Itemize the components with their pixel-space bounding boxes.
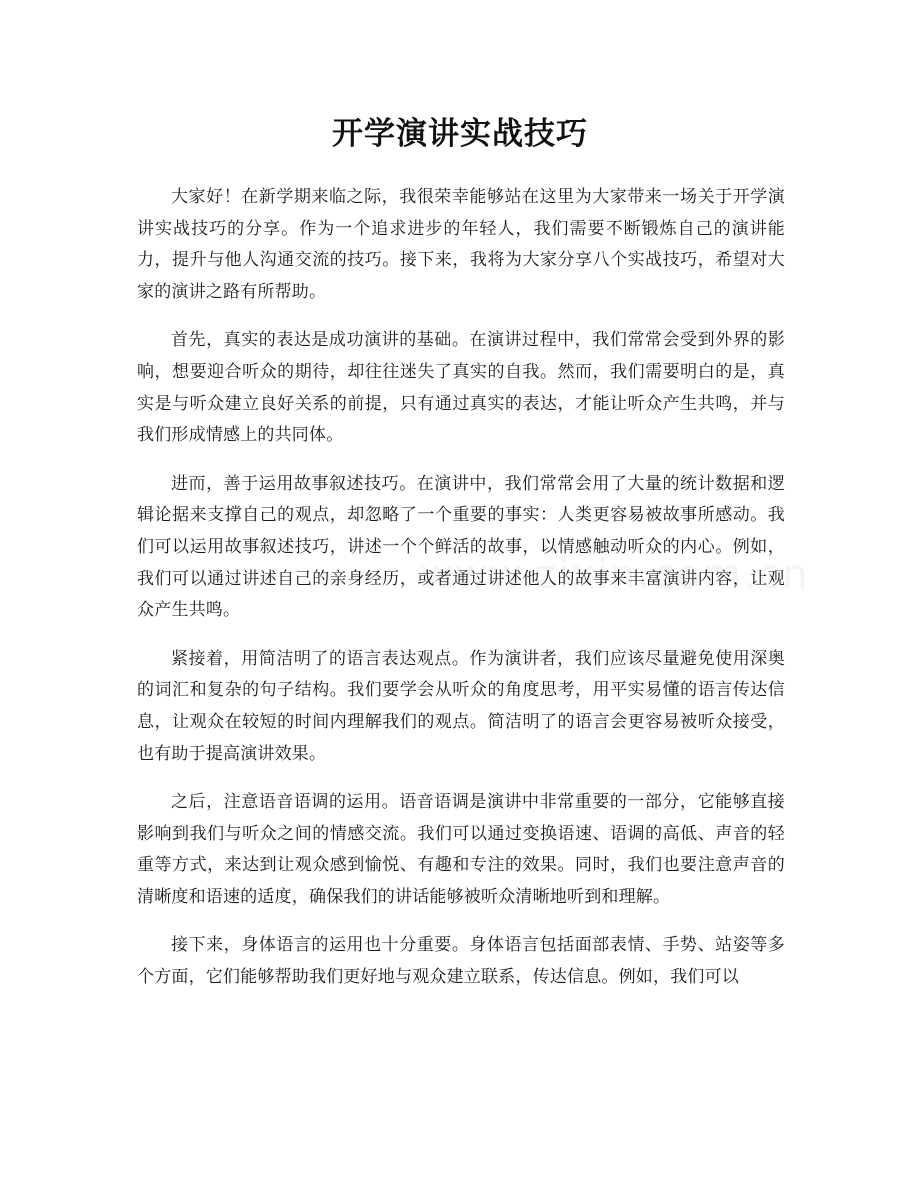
paragraph: 进而，善于运用故事叙述技巧。在演讲中，我们常常会用了大量的统计数据和逻辑论据来支撑自己的观点，却忽略了一个重要的事实：人类更容易被故事所感动。我们可以运用故事叙述技巧，讲述一个个鲜活的故事，以情感触动听众的内心。例如，我们可以通过讲述自己的亲身经历，或者通过讲述他人的故事来丰富演讲内容，让观众产生共鸣。	[137, 473, 785, 621]
paragraph: 之后，注意语音语调的运用。语音语调是演讲中非常重要的一部分，它能够直接影响到我们与听众之间的情感交流。我们可以通过变换语速、语调的高低、声音的轻重等方式，来达到让观众感到愉悦、有趣和专注的效果。同时，我们也要注意声音的清晰度和语速的适度，确保我们的讲话能够被听众清晰地听到和理解。	[137, 792, 785, 907]
paragraph: 首先，真实的表达是成功演讲的基础。在演讲过程中，我们常常会受到外界的影响，想要迎合听众的期待，却往往迷失了真实的自我。然而，我们需要明白的是，真实是与听众建立良好关系的前提，只有通过真实的表达，才能让听众产生共鸣，并与我们形成情感上的共同体。	[137, 330, 785, 446]
paragraph: 紧接着，用简洁明了的语言表达观点。作为演讲者，我们应该尽量避免使用深奥的词汇和复杂的句子结构。我们要学会从听众的角度思考，用平实易懂的语言传达信息，让观众在较短的时间内理解我们的观点。简洁明了的语言会更容易被听众接受，也有助于提高演讲效果。	[137, 648, 785, 764]
document-title: 开学演讲实战技巧	[332, 116, 588, 152]
paragraph: 接下来，身体语言的运用也十分重要。身体语言包括面部表情、手势、站姿等多个方面，它们能够帮助我们更好地与观众建立联系，传达信息。例如，我们可以	[137, 935, 785, 988]
document-body	[137, 182, 785, 1011]
paragraph: 大家好！在新学期来临之际，我很荣幸能够站在这里为大家带来一场关于开学演讲实战技巧的分享。作为一个追求进步的年轻人，我们需要不断锻炼自己的演讲能力，提升与他人沟通交流的技巧。接下来，我将为大家分享八个实战技巧，希望对大家的演讲之路有所帮助。	[137, 187, 785, 302]
